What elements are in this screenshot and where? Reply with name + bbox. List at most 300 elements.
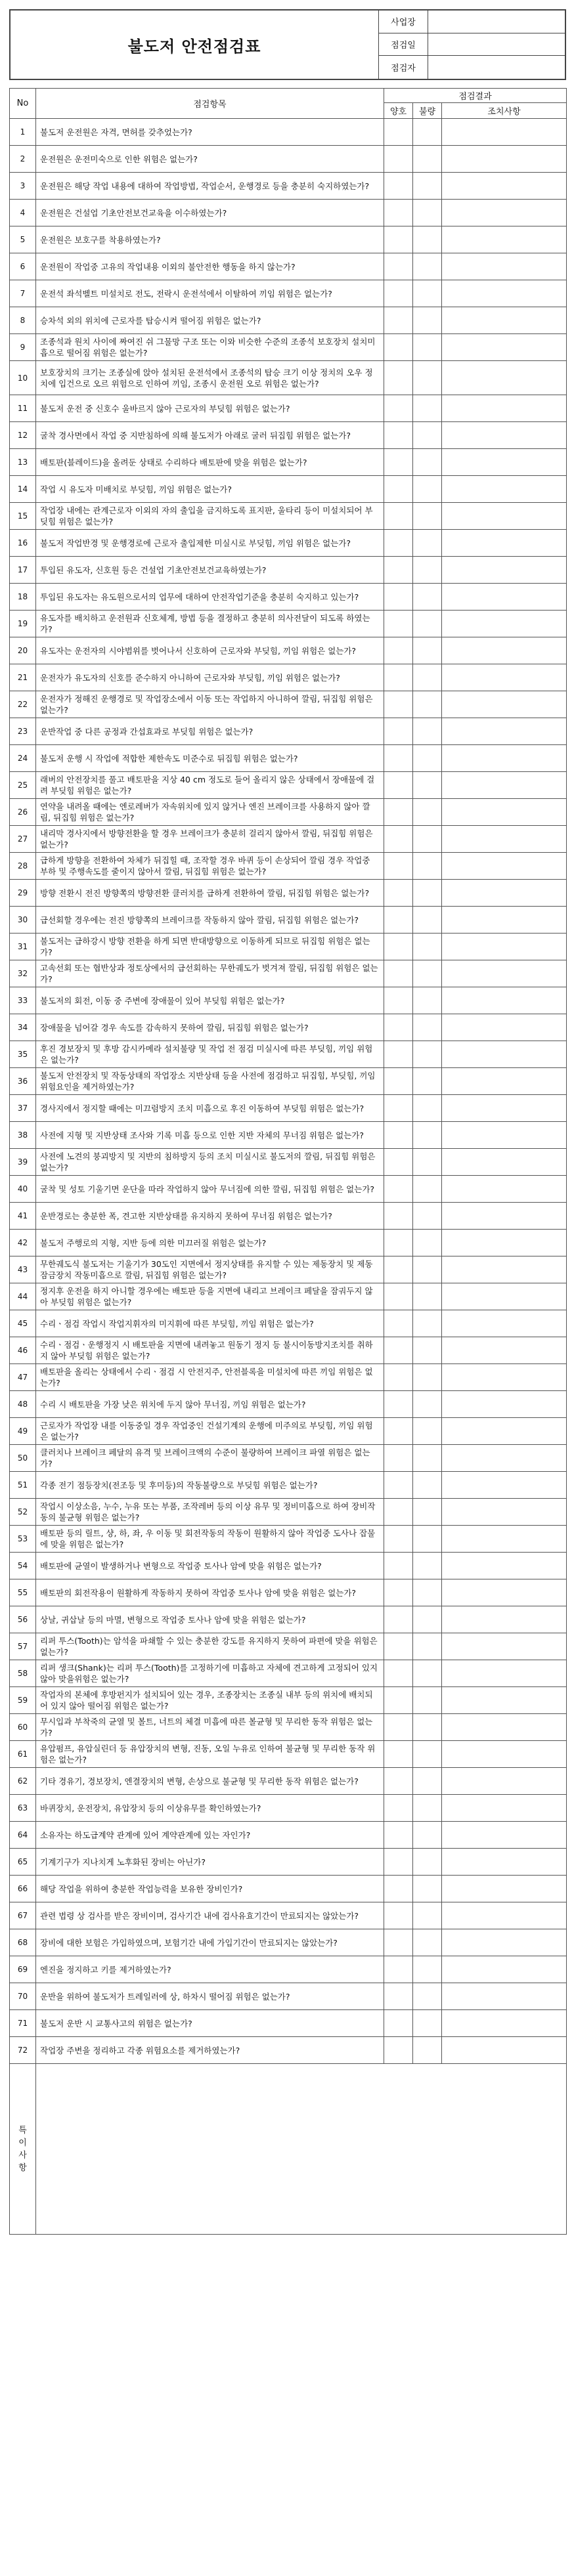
result-bad-cell[interactable]: [413, 772, 442, 799]
special-notes-row: [10, 2064, 567, 2235]
result-bad-cell[interactable]: [413, 691, 442, 718]
action-cell[interactable]: [442, 1122, 567, 1149]
table-row: [10, 1310, 567, 1337]
result-good-cell[interactable]: [384, 1310, 413, 1337]
item-number: 47: [10, 1364, 36, 1391]
result-bad-cell[interactable]: [413, 745, 442, 772]
result-bad-cell[interactable]: [413, 1014, 442, 1041]
result-bad-cell[interactable]: [413, 1203, 442, 1230]
action-cell[interactable]: [442, 664, 567, 691]
result-good-cell[interactable]: [384, 119, 413, 146]
item-text: 기계기구가 지나치게 노후화된 장비는 아닌가?: [36, 1849, 384, 1876]
result-bad-cell[interactable]: [413, 934, 442, 960]
item-number: 72: [10, 2037, 36, 2064]
action-cell[interactable]: [442, 1902, 567, 1929]
result-bad-cell[interactable]: [413, 1068, 442, 1095]
table-row: [10, 1499, 567, 1526]
result-good-cell[interactable]: [384, 772, 413, 799]
result-bad-cell[interactable]: [413, 476, 442, 503]
action-cell[interactable]: [442, 960, 567, 987]
action-cell[interactable]: [442, 1445, 567, 1472]
action-cell[interactable]: [442, 718, 567, 745]
header-bad: 불량: [413, 103, 442, 119]
result-good-cell[interactable]: [384, 880, 413, 907]
item-number: 21: [10, 664, 36, 691]
action-cell[interactable]: [442, 503, 567, 530]
item-text: 관련 법령 상 검사를 받은 장비이며, 검사기간 내에 검사유효기간이 만료되지는 않았는가?: [36, 1902, 384, 1929]
item-number: 44: [10, 1283, 36, 1310]
result-good-cell[interactable]: [384, 1499, 413, 1526]
action-cell[interactable]: [442, 173, 567, 200]
result-good-cell[interactable]: [384, 1391, 413, 1418]
item-number: 7: [10, 280, 36, 307]
item-number: 39: [10, 1149, 36, 1176]
action-cell[interactable]: [442, 1822, 567, 1849]
result-bad-cell[interactable]: [413, 1553, 442, 1579]
action-cell[interactable]: [442, 119, 567, 146]
action-cell[interactable]: [442, 637, 567, 664]
action-cell[interactable]: [442, 853, 567, 880]
action-cell[interactable]: [442, 1364, 567, 1391]
action-cell[interactable]: [442, 146, 567, 173]
result-bad-cell[interactable]: [413, 1714, 442, 1741]
result-bad-cell[interactable]: [413, 530, 442, 557]
action-cell[interactable]: [442, 1795, 567, 1822]
action-cell[interactable]: [442, 691, 567, 718]
result-good-cell[interactable]: [384, 1741, 413, 1768]
result-bad-cell[interactable]: [413, 880, 442, 907]
action-cell[interactable]: [442, 1068, 567, 1095]
result-bad-cell[interactable]: [413, 1176, 442, 1203]
table-row: [10, 1526, 567, 1553]
result-good-cell[interactable]: [384, 1230, 413, 1256]
item-text: 각종 전기 점등장치(전조등 및 후미등)의 작동불량으로 부딪힘 위험은 없는가?: [36, 1472, 384, 1499]
action-cell[interactable]: [442, 1418, 567, 1445]
item-number: 1: [10, 119, 36, 146]
result-bad-cell[interactable]: [413, 1606, 442, 1633]
table-row: [10, 119, 567, 146]
action-cell[interactable]: [442, 334, 567, 361]
result-good-cell[interactable]: [384, 1606, 413, 1633]
result-good-cell[interactable]: [384, 307, 413, 334]
item-text: 배토판에 균열이 발생하거나 변형으로 작업중 토사나 암에 맞을 위험은 없는가?: [36, 1553, 384, 1579]
result-bad-cell[interactable]: [413, 637, 442, 664]
item-number: 49: [10, 1418, 36, 1445]
result-good-cell[interactable]: [384, 2010, 413, 2037]
action-cell[interactable]: [442, 1203, 567, 1230]
result-bad-cell[interactable]: [413, 799, 442, 826]
table-row: [10, 1256, 567, 1283]
result-bad-cell[interactable]: [413, 253, 442, 280]
result-good-cell[interactable]: [384, 691, 413, 718]
result-good-cell[interactable]: [384, 745, 413, 772]
action-cell[interactable]: [442, 361, 567, 395]
result-bad-cell[interactable]: [413, 557, 442, 584]
result-good-cell[interactable]: [384, 1768, 413, 1795]
result-bad-cell[interactable]: [413, 1149, 442, 1176]
action-cell[interactable]: [442, 449, 567, 476]
result-bad-cell[interactable]: [413, 987, 442, 1014]
result-bad-cell[interactable]: [413, 307, 442, 334]
result-bad-cell[interactable]: [413, 1445, 442, 1472]
result-bad-cell[interactable]: [413, 664, 442, 691]
result-bad-cell[interactable]: [413, 1795, 442, 1822]
item-number: 17: [10, 557, 36, 584]
item-number: 9: [10, 334, 36, 361]
item-text: 배토판을 올리는 상태에서 수리ㆍ점검 시 안전지주, 안전블록을 미설치에 따른 끼임 위험은 없는가?: [36, 1364, 384, 1391]
item-number: 26: [10, 799, 36, 826]
result-good-cell[interactable]: [384, 718, 413, 745]
special-notes-label: [10, 2064, 36, 2235]
result-good-cell[interactable]: [384, 907, 413, 934]
result-bad-cell[interactable]: [413, 1122, 442, 1149]
result-good-cell[interactable]: [384, 934, 413, 960]
action-cell[interactable]: [442, 200, 567, 226]
action-cell[interactable]: [442, 1687, 567, 1714]
action-cell[interactable]: [442, 1714, 567, 1741]
result-good-cell[interactable]: [384, 2037, 413, 2064]
result-bad-cell[interactable]: [413, 2037, 442, 2064]
action-cell[interactable]: [442, 1014, 567, 1041]
item-text: 조종석과 원치 사이에 짜여진 쉬 그물망 구조 또는 이와 비슷한 수준의 조종석 보호장치 설치미흡으로 떨어짐 위험은 없는가?: [36, 334, 384, 361]
special-notes-area[interactable]: [36, 2064, 567, 2235]
action-cell[interactable]: [442, 772, 567, 799]
result-bad-cell[interactable]: [413, 1283, 442, 1310]
action-cell[interactable]: [442, 307, 567, 334]
item-number: 36: [10, 1068, 36, 1095]
result-good-cell[interactable]: [384, 1687, 413, 1714]
action-cell[interactable]: [442, 1499, 567, 1526]
signoff-value-date[interactable]: [428, 33, 565, 56]
action-cell[interactable]: [442, 1660, 567, 1687]
action-cell[interactable]: [442, 1633, 567, 1660]
action-cell[interactable]: [442, 1741, 567, 1768]
header-result: 점검결과: [384, 89, 567, 103]
action-cell[interactable]: [442, 530, 567, 557]
result-good-cell[interactable]: [384, 1337, 413, 1364]
result-bad-cell[interactable]: [413, 1902, 442, 1929]
table-row: [10, 637, 567, 664]
header-box: [9, 9, 566, 80]
item-number: 2: [10, 146, 36, 173]
result-bad-cell[interactable]: [413, 503, 442, 530]
table-row: [10, 557, 567, 584]
item-number: 52: [10, 1499, 36, 1526]
result-good-cell[interactable]: [384, 226, 413, 253]
action-cell[interactable]: [442, 1176, 567, 1203]
result-good-cell[interactable]: [384, 173, 413, 200]
result-bad-cell[interactable]: [413, 1929, 442, 1956]
action-cell[interactable]: [442, 1876, 567, 1902]
result-bad-cell[interactable]: [413, 1956, 442, 1983]
result-good-cell[interactable]: [384, 476, 413, 503]
result-good-cell[interactable]: [384, 1876, 413, 1902]
result-good-cell[interactable]: [384, 530, 413, 557]
result-good-cell[interactable]: [384, 1983, 413, 2010]
action-cell[interactable]: [442, 1929, 567, 1956]
result-bad-cell[interactable]: [413, 960, 442, 987]
item-number: 32: [10, 960, 36, 987]
result-good-cell[interactable]: [384, 1660, 413, 1687]
action-cell[interactable]: [442, 1230, 567, 1256]
signoff-value-inspector[interactable]: [428, 56, 565, 79]
result-good-cell[interactable]: [384, 1418, 413, 1445]
result-bad-cell[interactable]: [413, 173, 442, 200]
result-good-cell[interactable]: [384, 1068, 413, 1095]
result-bad-cell[interactable]: [413, 2010, 442, 2037]
action-cell[interactable]: [442, 226, 567, 253]
result-good-cell[interactable]: [384, 280, 413, 307]
item-text: 사전에 지형 및 지반상태 조사와 기록 미흡 등으로 인한 지반 자체의 무너짐 위험은 없는가?: [36, 1122, 384, 1149]
result-bad-cell[interactable]: [413, 1849, 442, 1876]
result-bad-cell[interactable]: [413, 1633, 442, 1660]
result-good-cell[interactable]: [384, 1472, 413, 1499]
result-good-cell[interactable]: [384, 200, 413, 226]
result-good-cell[interactable]: [384, 584, 413, 611]
item-text: 운반을 위하여 불도저가 트레일러에 상, 하차시 떨어짐 위험은 없는가?: [36, 1983, 384, 2010]
table-row: [10, 226, 567, 253]
result-good-cell[interactable]: [384, 503, 413, 530]
result-good-cell[interactable]: [384, 449, 413, 476]
result-good-cell[interactable]: [384, 1714, 413, 1741]
action-cell[interactable]: [442, 1849, 567, 1876]
result-good-cell[interactable]: [384, 334, 413, 361]
item-number: 55: [10, 1579, 36, 1606]
result-good-cell[interactable]: [384, 1929, 413, 1956]
result-bad-cell[interactable]: [413, 1687, 442, 1714]
action-cell[interactable]: [442, 280, 567, 307]
action-cell[interactable]: [442, 907, 567, 934]
result-bad-cell[interactable]: [413, 1418, 442, 1445]
item-text: 리퍼 투스(Tooth)는 암석을 파쇄할 수 있는 충분한 강도를 유지하지 못하여 파편에 맞을 위험은 없는가?: [36, 1633, 384, 1660]
result-bad-cell[interactable]: [413, 361, 442, 395]
result-good-cell[interactable]: [384, 799, 413, 826]
item-text: 상날, 귀삽날 등의 마멸, 변형으로 작업중 토사나 암에 맞을 위험은 없는가?: [36, 1606, 384, 1633]
result-bad-cell[interactable]: [413, 1337, 442, 1364]
result-bad-cell[interactable]: [413, 718, 442, 745]
action-cell[interactable]: [442, 1579, 567, 1606]
item-text: 불도저 운행 시 작업에 적합한 제한속도 미준수로 뒤집힘 위험은 없는가?: [36, 745, 384, 772]
item-text: 운전자가 유도자의 신호를 준수하지 아니하여 근로자와 부딪힘, 끼임 위험은 없는가?: [36, 664, 384, 691]
action-cell[interactable]: [442, 1956, 567, 1983]
result-bad-cell[interactable]: [413, 1230, 442, 1256]
result-good-cell[interactable]: [384, 1256, 413, 1283]
action-cell[interactable]: [442, 987, 567, 1014]
result-good-cell[interactable]: [384, 1849, 413, 1876]
result-good-cell[interactable]: [384, 557, 413, 584]
table-row: [10, 1014, 567, 1041]
result-good-cell[interactable]: [384, 361, 413, 395]
result-bad-cell[interactable]: [413, 146, 442, 173]
result-bad-cell[interactable]: [413, 1768, 442, 1795]
table-row: [10, 1687, 567, 1714]
item-text: 운반경로는 충분한 폭, 견고한 지반상태를 유지하지 못하여 무너짐 위험은 없는가?: [36, 1203, 384, 1230]
action-cell[interactable]: [442, 1983, 567, 2010]
result-good-cell[interactable]: [384, 1176, 413, 1203]
result-bad-cell[interactable]: [413, 1822, 442, 1849]
action-cell[interactable]: [442, 1768, 567, 1795]
item-number: 38: [10, 1122, 36, 1149]
result-bad-cell[interactable]: [413, 1364, 442, 1391]
table-row: [10, 934, 567, 960]
result-bad-cell[interactable]: [413, 395, 442, 422]
table-row: [10, 476, 567, 503]
item-text: 투입된 유도자는 유도원으로서의 업무에 대하여 안전작업기준을 충분히 숙지하고 있는가?: [36, 584, 384, 611]
action-cell[interactable]: [442, 826, 567, 853]
result-good-cell[interactable]: [384, 1633, 413, 1660]
result-bad-cell[interactable]: [413, 280, 442, 307]
result-good-cell[interactable]: [384, 422, 413, 449]
result-bad-cell[interactable]: [413, 826, 442, 853]
action-cell[interactable]: [442, 584, 567, 611]
header-good: 양호: [384, 103, 413, 119]
action-cell[interactable]: [442, 557, 567, 584]
action-cell[interactable]: [442, 799, 567, 826]
item-text: 방향 전환시 전진 방향쪽의 방향전환 클러치를 급하게 전환하여 깔림, 뒤집힘 위험은 없는가?: [36, 880, 384, 907]
action-cell[interactable]: [442, 253, 567, 280]
result-bad-cell[interactable]: [413, 1741, 442, 1768]
result-good-cell[interactable]: [384, 853, 413, 880]
table-row: [10, 253, 567, 280]
item-text: 해당 작업을 위하여 충분한 작업능력을 보유한 장비인가?: [36, 1876, 384, 1902]
result-bad-cell[interactable]: [413, 1499, 442, 1526]
action-cell[interactable]: [442, 1256, 567, 1283]
action-cell[interactable]: [442, 1337, 567, 1364]
item-text: 사전에 노견의 붕괴방지 및 지반의 침하방지 등의 조치 미실시로 불도저의 깔림, 뒤집힘 위험은 없는가?: [36, 1149, 384, 1176]
result-good-cell[interactable]: [384, 253, 413, 280]
result-good-cell[interactable]: [384, 664, 413, 691]
item-text: 작업시 이상소음, 누수, 누유 또는 부품, 조작레버 등의 이상 유무 및 정비미흡으로 하여 장비작동의 불균형 위험은 없는가?: [36, 1499, 384, 1526]
result-good-cell[interactable]: [384, 1283, 413, 1310]
table-row: [10, 1741, 567, 1768]
result-bad-cell[interactable]: [413, 1310, 442, 1337]
result-good-cell[interactable]: [384, 1095, 413, 1122]
result-good-cell[interactable]: [384, 826, 413, 853]
result-good-cell[interactable]: [384, 1203, 413, 1230]
action-cell[interactable]: [442, 880, 567, 907]
result-bad-cell[interactable]: [413, 1660, 442, 1687]
item-text: 불도저의 회전, 이동 중 주변에 장애물이 있어 부딪힘 위험은 없는가?: [36, 987, 384, 1014]
item-text: 불도저 안전장치 및 작동상태의 작업장소 지반상태 등을 사전에 점검하고 뒤집힘, 부딪힘, 끼임 위험요인을 제거하였는가?: [36, 1068, 384, 1095]
action-cell[interactable]: [442, 1526, 567, 1553]
result-bad-cell[interactable]: [413, 1095, 442, 1122]
item-text: 경사지에서 정지할 때에는 미끄럼방지 조치 미흡으로 후진 이동하여 부딪힘 위험은 없는가?: [36, 1095, 384, 1122]
action-cell[interactable]: [442, 2037, 567, 2064]
result-bad-cell[interactable]: [413, 1876, 442, 1902]
result-bad-cell[interactable]: [413, 1526, 442, 1553]
result-bad-cell[interactable]: [413, 200, 442, 226]
result-good-cell[interactable]: [384, 1445, 413, 1472]
action-cell[interactable]: [442, 1391, 567, 1418]
result-good-cell[interactable]: [384, 987, 413, 1014]
result-good-cell[interactable]: [384, 1041, 413, 1068]
result-bad-cell[interactable]: [413, 422, 442, 449]
result-bad-cell[interactable]: [413, 1983, 442, 2010]
table-row: [10, 1768, 567, 1795]
result-good-cell[interactable]: [384, 1014, 413, 1041]
result-bad-cell[interactable]: [413, 1041, 442, 1068]
result-bad-cell[interactable]: [413, 907, 442, 934]
result-bad-cell[interactable]: [413, 334, 442, 361]
result-good-cell[interactable]: [384, 611, 413, 637]
table-row: [10, 1391, 567, 1418]
result-bad-cell[interactable]: [413, 449, 442, 476]
signoff-row-site: [379, 11, 565, 33]
action-cell[interactable]: [442, 1095, 567, 1122]
result-good-cell[interactable]: [384, 1364, 413, 1391]
table-row: [10, 1606, 567, 1633]
item-text: 승차석 외의 위치에 근로자를 탑승시켜 떨어짐 위험은 없는가?: [36, 307, 384, 334]
item-number: 16: [10, 530, 36, 557]
action-cell[interactable]: [442, 1310, 567, 1337]
action-cell[interactable]: [442, 395, 567, 422]
action-cell[interactable]: [442, 476, 567, 503]
result-good-cell[interactable]: [384, 1579, 413, 1606]
action-cell[interactable]: [442, 1149, 567, 1176]
action-cell[interactable]: [442, 2010, 567, 2037]
result-good-cell[interactable]: [384, 1822, 413, 1849]
action-cell[interactable]: [442, 1606, 567, 1633]
item-text: 배토판(블레이드)을 올려둔 상태로 수리하다 배토판에 맞을 위험은 없는가?: [36, 449, 384, 476]
result-bad-cell[interactable]: [413, 1472, 442, 1499]
action-cell[interactable]: [442, 1472, 567, 1499]
result-good-cell[interactable]: [384, 637, 413, 664]
result-bad-cell[interactable]: [413, 1256, 442, 1283]
item-number: 15: [10, 503, 36, 530]
result-good-cell[interactable]: [384, 1553, 413, 1579]
result-bad-cell[interactable]: [413, 119, 442, 146]
item-text: 연약을 내려올 때에는 엔로레버가 자속위치에 있지 않거나 엔진 브레이크를 사용하지 않아 깔림, 뒤집힘 위험은 없는가?: [36, 799, 384, 826]
item-text: 운전원이 작업중 고유의 작업내용 이외의 불안전한 행동을 하지 않는가?: [36, 253, 384, 280]
result-good-cell[interactable]: [384, 1122, 413, 1149]
result-bad-cell[interactable]: [413, 853, 442, 880]
result-good-cell[interactable]: [384, 395, 413, 422]
result-good-cell[interactable]: [384, 1149, 413, 1176]
table-row: [10, 664, 567, 691]
table-row: [10, 1902, 567, 1929]
result-bad-cell[interactable]: [413, 1391, 442, 1418]
action-cell[interactable]: [442, 1553, 567, 1579]
action-cell[interactable]: [442, 422, 567, 449]
result-good-cell[interactable]: [384, 960, 413, 987]
item-text: 수리ㆍ점검ㆍ운행정지 시 배토판을 지면에 내려놓고 원동기 정지 등 불시이동방지조치를 취하지 않아 부딪힘 위험은 없는가?: [36, 1337, 384, 1364]
action-cell[interactable]: [442, 1283, 567, 1310]
action-cell[interactable]: [442, 745, 567, 772]
result-bad-cell[interactable]: [413, 611, 442, 637]
item-text: 불도저 운전 중 신호수 울바르지 않아 근로자의 부딪힘 위험은 없는가?: [36, 395, 384, 422]
result-good-cell[interactable]: [384, 146, 413, 173]
action-cell[interactable]: [442, 1041, 567, 1068]
table-row: [10, 799, 567, 826]
item-number: 58: [10, 1660, 36, 1687]
item-text: 근로자가 작업장 내를 이동중일 경우 작업중인 건설기계의 운행에 미주의로 부딪힘, 끼임 위험은 없는가?: [36, 1418, 384, 1445]
result-bad-cell[interactable]: [413, 584, 442, 611]
table-row: [10, 503, 567, 530]
result-good-cell[interactable]: [384, 1795, 413, 1822]
action-cell[interactable]: [442, 611, 567, 637]
item-number: 12: [10, 422, 36, 449]
result-good-cell[interactable]: [384, 1526, 413, 1553]
signoff-value-site[interactable]: [428, 11, 565, 33]
result-good-cell[interactable]: [384, 1956, 413, 1983]
action-cell[interactable]: [442, 934, 567, 960]
table-row: [10, 395, 567, 422]
result-bad-cell[interactable]: [413, 226, 442, 253]
result-bad-cell[interactable]: [413, 1579, 442, 1606]
item-number: 64: [10, 1822, 36, 1849]
result-good-cell[interactable]: [384, 1902, 413, 1929]
table-row: [10, 449, 567, 476]
